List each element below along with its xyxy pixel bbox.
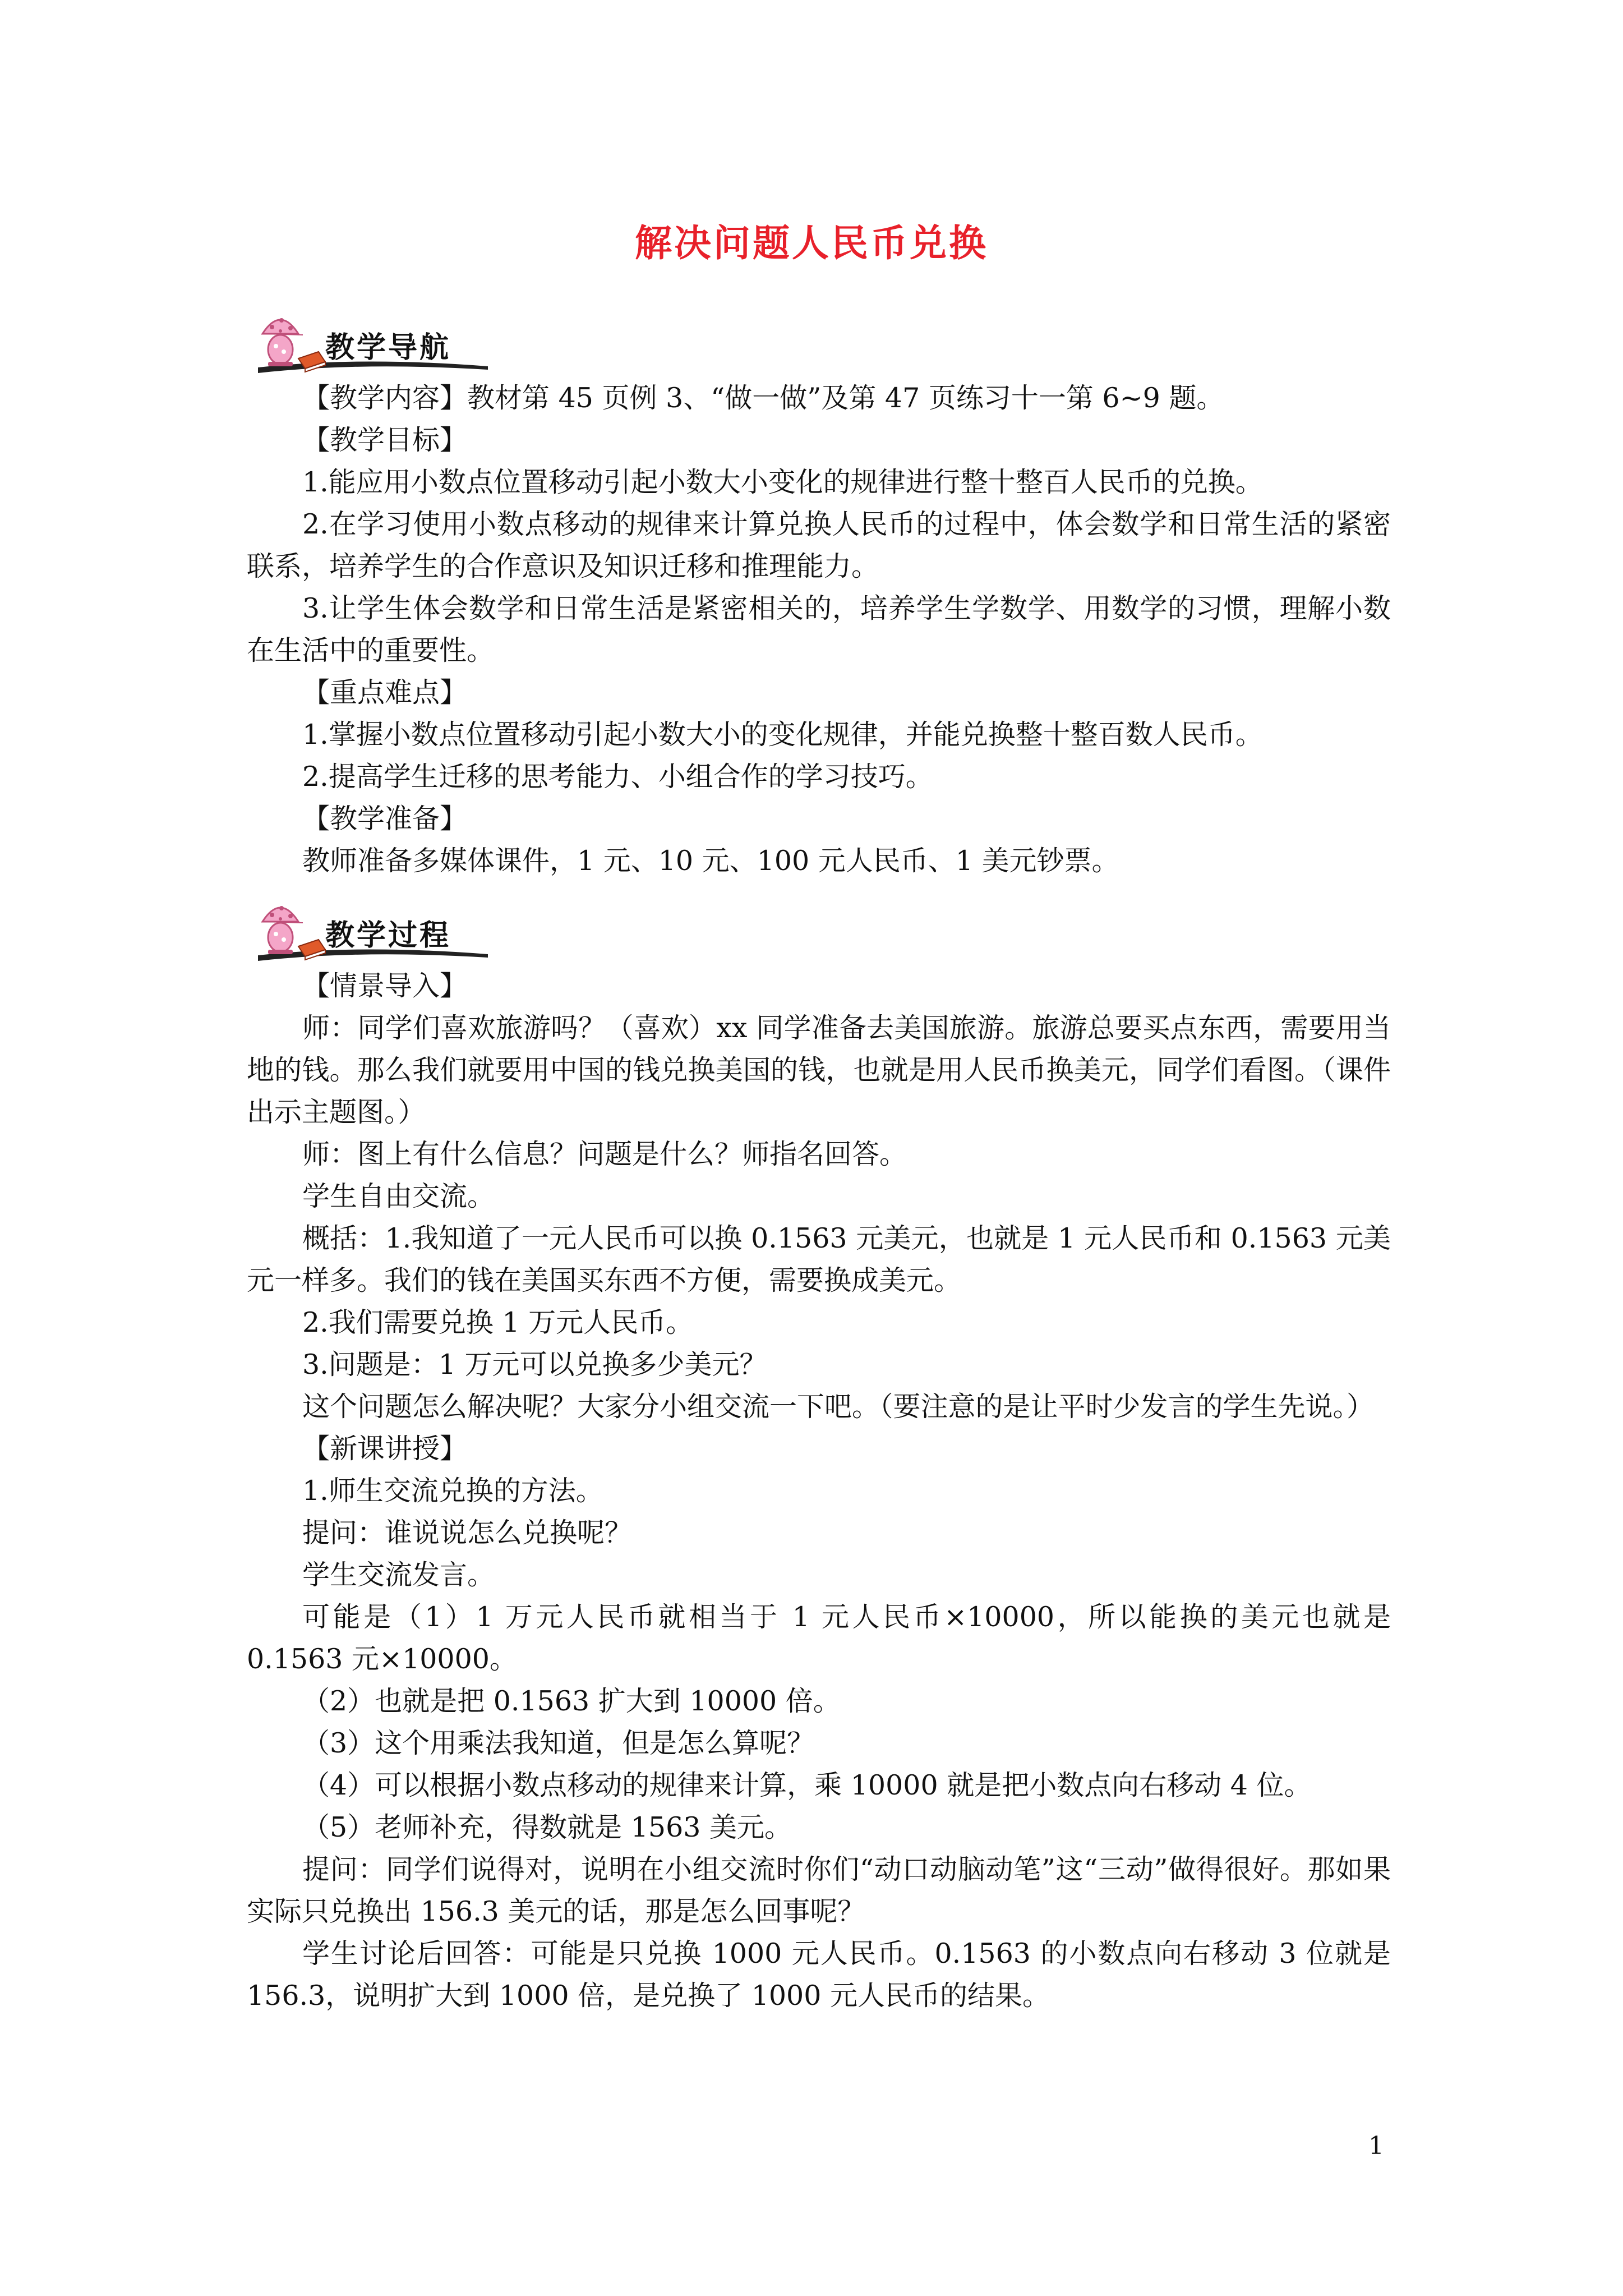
paragraph: 学生交流发言。 xyxy=(302,1559,495,1591)
paragraph: 2.我们需要兑换 1 万元人民币。 xyxy=(302,1306,694,1338)
paragraph: 提问：谁说说怎么兑换呢？ xyxy=(302,1517,633,1549)
paragraph: 【教学内容】教材第 45 页例 3、“做一做”及第 47 页练习十一第 6~9 题。 xyxy=(302,382,1224,414)
paragraph: 概括：1.我知道了一元人民币可以换 0.1563 元美元，也就是 1 元人民币和 0.1563 元美元一样多。我们的钱在美国买东西不方便，需要换成美元。 xyxy=(247,1222,1391,1296)
paragraph: 【情景导入】 xyxy=(302,970,468,1002)
page-title: 解决问题人民币兑换 xyxy=(635,221,988,265)
paragraph: 教师准备多媒体课件，1 元、10 元、100 元人民币、1 美元钞票。 xyxy=(302,845,1119,877)
section-teaching-guide xyxy=(247,377,1391,882)
page-number: 1 xyxy=(1368,2132,1384,2160)
paragraph: 3.让学生体会数学和日常生活是紧密相关的，培养学生学数学、用数学的习惯，理解小数在生活中的重要性。 xyxy=(247,592,1391,666)
paragraph: （5）老师补充，得数就是 1563 美元。 xyxy=(302,1811,792,1843)
paragraph: 师：图上有什么信息？问题是什么？师指名回答。 xyxy=(302,1138,907,1170)
paragraph: （4）可以根据小数点移动的规律来计算，乘 10000 就是把小数点向右移动 4 位。 xyxy=(302,1769,1312,1801)
paragraph: 3.问题是：1 万元可以兑换多少美元？ xyxy=(302,1349,767,1381)
paragraph: 2.在学习使用小数点移动的规律来计算兑换人民币的过程中，体会数学和日常生活的紧密联系，培养学生的合作意识及知识迁移和推理能力。 xyxy=(247,508,1391,582)
section-badge-teaching-process xyxy=(247,888,505,972)
paragraph: 学生自由交流。 xyxy=(302,1180,495,1212)
paragraph: 1.掌握小数点位置移动引起小数大小的变化规律，并能兑换整十整百数人民币。 xyxy=(302,719,1263,751)
paragraph: 【教学目标】 xyxy=(302,424,468,456)
paragraph: （3）这个用乘法我知道，但是怎么算呢？ xyxy=(302,1727,815,1759)
section-teaching-process xyxy=(247,965,1400,2017)
paragraph: 【新课讲授】 xyxy=(302,1433,468,1465)
paragraph: 师：同学们喜欢旅游吗？（喜欢）xx 同学准备去美国旅游。旅游总要买点东西，需要用当地的钱。那么我们就要用中国的钱兑换美国的钱，也就是用人民币换美元，同学们看图。（课件出示主题图。） xyxy=(247,1012,1391,1128)
section-heading: 教学导航 xyxy=(325,331,451,365)
paragraph: 2.提高学生迁移的思考能力、小组合作的学习技巧。 xyxy=(302,761,933,793)
paragraph: 【教学准备】 xyxy=(302,803,468,835)
paragraph: 【重点难点】 xyxy=(302,677,468,708)
paragraph: 这个问题怎么解决呢？大家分小组交流一下吧。（要注意的是让平时少发言的学生先说。） xyxy=(302,1391,1375,1423)
paragraph: （2）也就是把 0.1563 扩大到 10000 倍。 xyxy=(302,1685,841,1717)
paragraph: 学生讨论后回答：可能是只兑换 1000 元人民币。0.1563 的小数点向右移动 3 位就是 156.3，说明扩大到 1000 倍，是兑换了 1000 元人民币的结果。 xyxy=(247,1938,1400,2012)
section-badge-teaching-guide xyxy=(247,300,505,384)
paragraph: 1.师生交流兑换的方法。 xyxy=(302,1475,603,1507)
section-heading: 教学过程 xyxy=(325,919,451,953)
paragraph: 1.能应用小数点位置移动引起小数大小变化的规律进行整十整百人民币的兑换。 xyxy=(302,466,1263,498)
paragraph: 可能是（1）1 万元人民币就相当于 1 元人民币×10000，所以能换的美元也就是 0.1563 元×10000。 xyxy=(247,1601,1400,1675)
paragraph: 提问：同学们说得对，说明在小组交流时你们“动口动脑动笔”这“三动”做得很好。那如果实际只兑换出 156.3 美元的话，那是怎么回事呢？ xyxy=(247,1853,1391,1927)
